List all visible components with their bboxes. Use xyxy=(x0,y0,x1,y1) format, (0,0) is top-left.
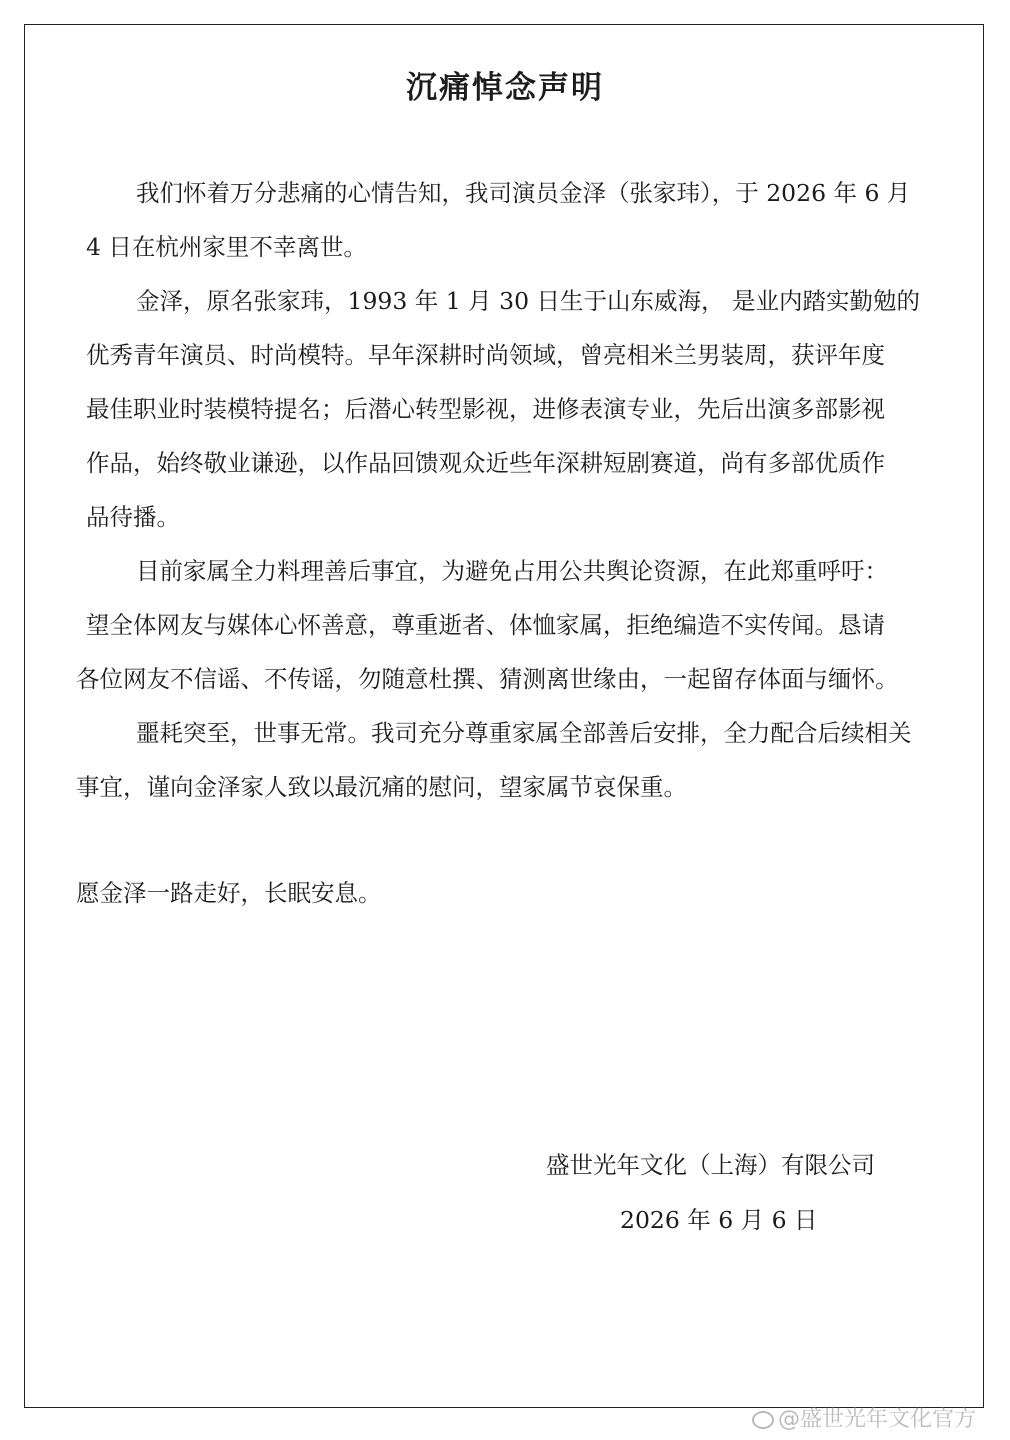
paragraph-2-line-1: 金泽，原名张家玮，1993 年 1 月 30 日生于山东威海， 是业内踏实勤勉的 xyxy=(136,287,920,315)
watermark-text: @盛世光年文化官方 xyxy=(778,1407,977,1432)
closing-line: 愿金泽一路走好，长眠安息。 xyxy=(76,879,382,907)
paragraph-4-line-2: 事宜，谨向金泽家人致以最沉痛的慰问，望家属节哀保重。 xyxy=(76,773,687,801)
watermark xyxy=(752,1402,976,1433)
paragraph-1-line-1: 我们怀着万分悲痛的心情告知，我司演员金泽（张家玮），于 2026 年 6 月 xyxy=(136,179,911,207)
paragraph-2-line-5: 品待播。 xyxy=(86,503,180,531)
paragraph-4-line-1: 噩耗突至，世事无常。我司充分尊重家属全部善后安排，全力配合后续相关 xyxy=(136,719,912,747)
weibo-icon xyxy=(752,1411,774,1429)
paragraph-1-line-2: 4 日在杭州家里不幸离世。 xyxy=(86,233,367,261)
paragraph-2-line-4: 作品，始终敬业谦逊，以作品回馈观众近些年深耕短剧赛道，尚有多部优质作 xyxy=(86,449,885,477)
paragraph-3-line-2: 望全体网友与媒体心怀善意，尊重逝者、体恤家属，拒绝编造不实传闻。恳请 xyxy=(86,611,885,639)
signature-date: 2026 年 6 月 6 日 xyxy=(620,1206,818,1234)
paragraph-3-line-3: 各位网友不信谣、不传谣，勿随意杜撰、猜测离世缘由，一起留存体面与缅怀。 xyxy=(76,665,899,693)
paragraph-2-line-3: 最佳职业时装模特提名；后潜心转型影视，进修表演专业，先后出演多部影视 xyxy=(86,395,885,423)
document-title: 沉痛悼念声明 xyxy=(406,70,604,106)
paragraph-2-line-2: 优秀青年演员、时尚模特。早年深耕时尚领域，曾亮相米兰男装周，获评年度 xyxy=(86,341,885,369)
paragraph-3-line-1: 目前家属全力料理善后事宜，为避免占用公共舆论资源，在此郑重呼吁： xyxy=(136,557,888,585)
signature-company: 盛世光年文化（上海）有限公司 xyxy=(546,1151,875,1179)
